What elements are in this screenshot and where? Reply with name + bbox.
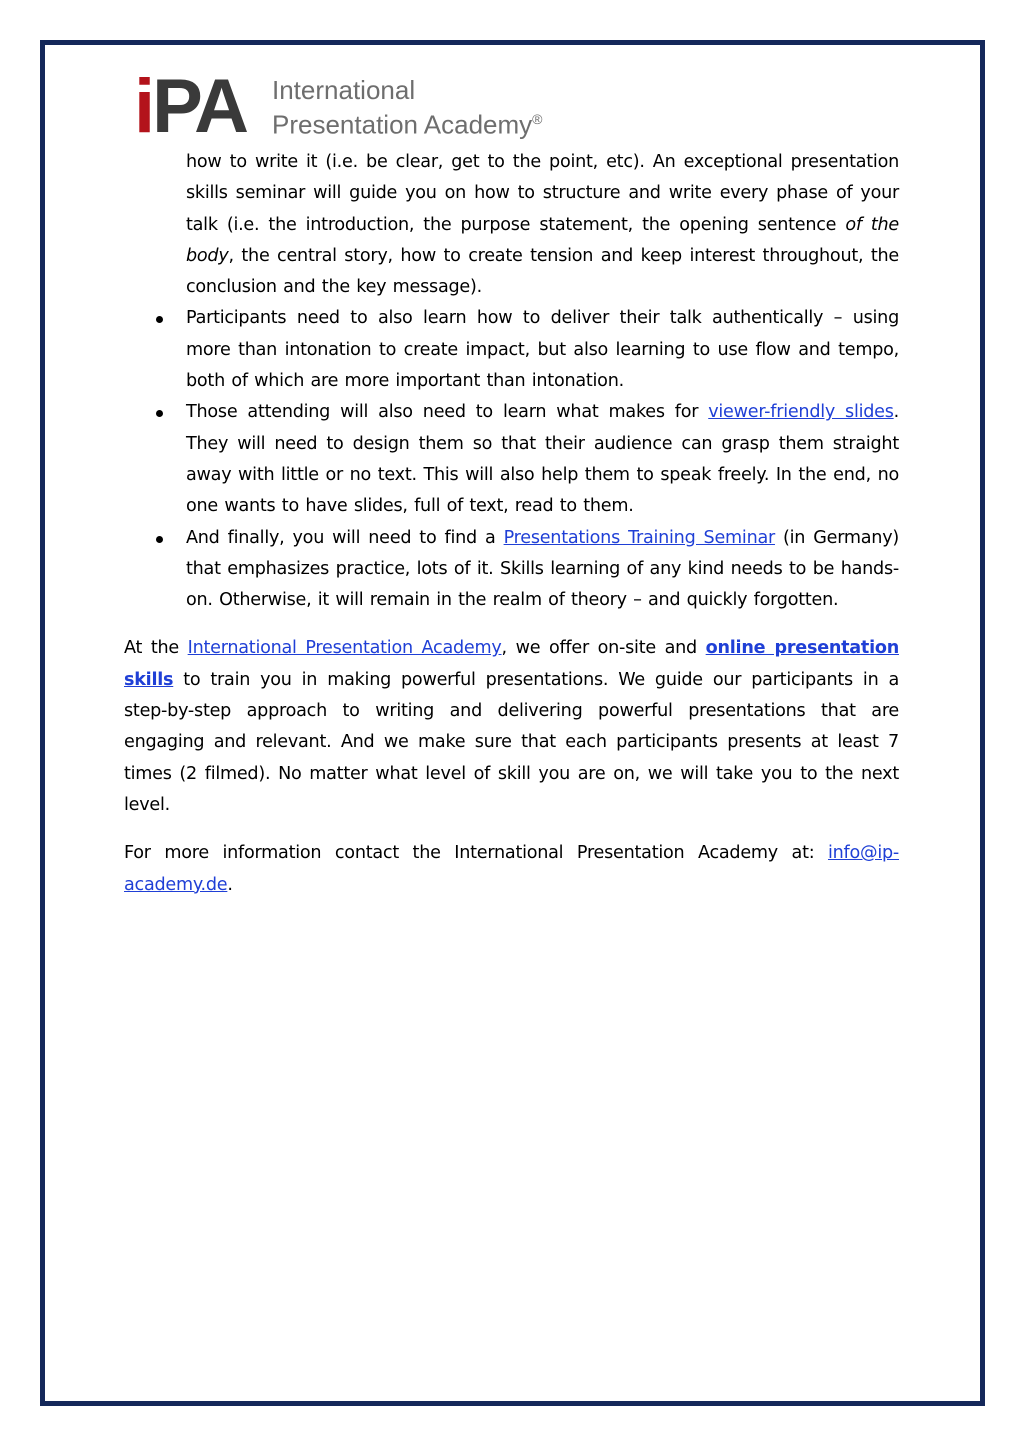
ipa-logo bbox=[134, 64, 594, 149]
international-presentation-academy-link[interactable]: International Presentation Academy bbox=[187, 638, 502, 659]
logo-mark-pa: PA bbox=[152, 64, 247, 149]
paragraph-offer bbox=[124, 633, 899, 821]
list-item bbox=[186, 397, 899, 522]
presentations-training-seminar-link[interactable]: Presentations Training Seminar bbox=[503, 527, 775, 548]
bullet-dot bbox=[156, 316, 163, 323]
bullet-text-after: , the central story, how to create tension and keep interest throughout, the conclusion and the key message). bbox=[186, 245, 899, 298]
bullet-dot bbox=[156, 536, 163, 543]
para-text-after: . bbox=[227, 874, 233, 895]
paragraph-contact bbox=[124, 838, 899, 901]
para-text: At the bbox=[124, 638, 188, 659]
para-text-mid: , we offer on-site and bbox=[501, 638, 706, 659]
viewer-friendly-slides-link[interactable]: viewer-friendly slides bbox=[708, 402, 894, 423]
online-presentation-skills-link[interactable]: online presentation skills bbox=[124, 638, 899, 690]
bullet-dot bbox=[156, 410, 163, 417]
email-link[interactable]: info@ip-academy.de bbox=[124, 843, 899, 895]
bullet-italic: of the body bbox=[186, 214, 899, 266]
logo-mark-i: i bbox=[134, 64, 153, 149]
bullet-text-after: (in Germany) that emphasizes practice, lots of it. Skills learning of any kind needs to be hands-on. Otherwise, it will remain in the realm of theory – and quickly forgotten. bbox=[186, 527, 899, 611]
ipa-logo-mark bbox=[134, 64, 247, 149]
list-item bbox=[186, 303, 899, 397]
bullet-list bbox=[124, 147, 899, 616]
para-text-after: to train you in making powerful presentations. We guide our participants in a step-by-step approach to writing and delivering powerful presentations that are engaging and relevant. And we make sure that each participants presents at least 7 times (2 filmed). No matter what level of skill you are on, we will take you to the next level. bbox=[124, 669, 899, 815]
list-item bbox=[186, 523, 899, 617]
para-text: For more information contact the International Presentation Academy at: bbox=[124, 843, 828, 864]
logo-wordmark bbox=[272, 76, 542, 140]
bullet-text: Those attending will also need to learn what makes for bbox=[186, 402, 709, 423]
logo-line-2 bbox=[272, 105, 542, 140]
bullet-text: how to write it (i.e. be clear, get to the point, etc). An exceptional presentation skills seminar will guide you on how to structure and write every phase of your talk (i.e. the introduction, the purpose statement, the opening sentence bbox=[186, 152, 899, 235]
bullet-text: Participants need to also learn how to deliver their talk authentically – using more than intonation to create impact, but also learning to use flow and tempo, both of which are more important than intonation. bbox=[186, 308, 899, 392]
registered-mark: ® bbox=[532, 111, 543, 127]
logo-line-1: International bbox=[272, 75, 416, 105]
logo-line-2-text: Presentation Academy bbox=[272, 109, 533, 140]
list-item bbox=[186, 147, 899, 303]
document-body bbox=[124, 147, 899, 901]
bullet-text-after: . They will need to design them so that their audience can grasp them straight away with little or no text. This will also help them to speak freely. In the end, no one wants to have slides, full of text, read to them. bbox=[186, 402, 899, 517]
bullet-text: And finally, you will need to find a bbox=[186, 527, 504, 548]
